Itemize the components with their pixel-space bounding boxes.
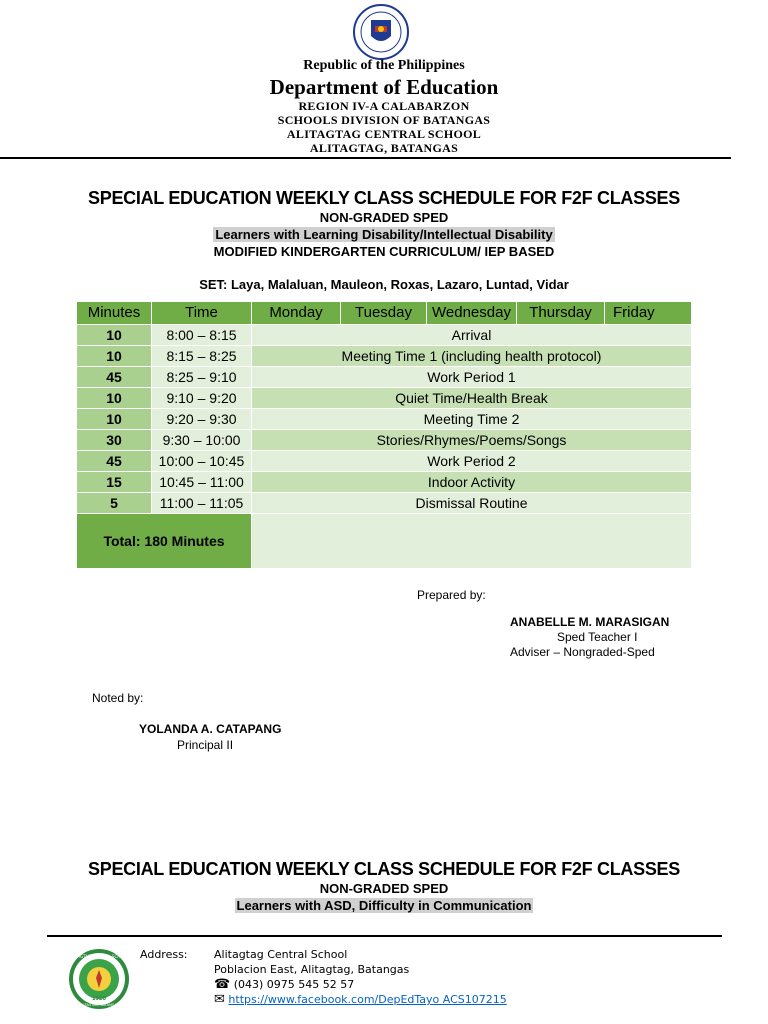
time-cell: 9:10 – 9:20 bbox=[152, 388, 252, 409]
table-row bbox=[77, 346, 692, 367]
school-seal-icon bbox=[68, 948, 130, 1010]
column-header-minutes: Minutes bbox=[77, 302, 152, 325]
phone-icon: ☎ bbox=[214, 977, 231, 992]
preparer-name: ANABELLE M. MARASIGAN bbox=[510, 615, 670, 629]
activity-cell: Arrival bbox=[252, 325, 692, 346]
column-header-friday: Friday bbox=[605, 302, 692, 325]
minutes-cell: 45 bbox=[77, 367, 152, 388]
schedule2-learners-highlight: Learners with ASD, Difficulty in Communication bbox=[236, 898, 532, 913]
minutes-cell: 10 bbox=[77, 325, 152, 346]
total-row bbox=[77, 514, 692, 569]
set-line: SET: Laya, Malaluan, Mauleon, Roxas, Lazaro, Luntad, Vidar bbox=[199, 277, 569, 292]
address-label: Address: bbox=[140, 948, 188, 961]
column-header-thursday: Thursday bbox=[517, 302, 605, 325]
url-line bbox=[214, 992, 534, 1007]
activity-cell: Indoor Activity bbox=[252, 472, 692, 493]
minutes-cell: 10 bbox=[77, 346, 152, 367]
header-school: ALITAGTAG CENTRAL SCHOOL bbox=[286, 127, 482, 141]
header-location: ALITAGTAG, BATANGAS bbox=[309, 141, 459, 155]
minutes-cell: 10 bbox=[77, 388, 152, 409]
column-header-time: Time bbox=[152, 302, 252, 325]
minutes-cell: 30 bbox=[77, 430, 152, 451]
schedule2-title: SPECIAL EDUCATION WEEKLY CLASS SCHEDULE FOR F2F CLASSES bbox=[88, 859, 680, 879]
time-cell: 9:20 – 9:30 bbox=[152, 409, 252, 430]
seal-subtext: ALITAGTAG, BATANGAS bbox=[78, 1003, 120, 1007]
time-cell: 10:45 – 11:00 bbox=[152, 472, 252, 493]
activity-cell: Meeting Time 1 (including health protocol) bbox=[252, 346, 692, 367]
address-line1: Alitagtag Central School bbox=[214, 948, 348, 961]
table-row bbox=[77, 430, 692, 451]
header-divider bbox=[0, 157, 731, 159]
minutes-cell: 45 bbox=[77, 451, 152, 472]
total-empty-cell bbox=[252, 514, 692, 569]
schedule-title: SPECIAL EDUCATION WEEKLY CLASS SCHEDULE FOR F2F CLASSES bbox=[88, 188, 680, 208]
footer-divider bbox=[47, 935, 722, 937]
minutes-cell: 10 bbox=[77, 409, 152, 430]
column-header-monday: Monday bbox=[252, 302, 341, 325]
preparer-role: Adviser – Nongraded-Sped bbox=[510, 645, 655, 659]
header-republic: Republic of the Philippines bbox=[303, 58, 465, 73]
table-row bbox=[77, 451, 692, 472]
time-cell: 8:25 – 9:10 bbox=[152, 367, 252, 388]
curriculum-line: MODIFIED KINDERGARTEN CURRICULUM/ IEP BASED bbox=[213, 244, 555, 259]
column-header-wednesday: Wednesday bbox=[427, 302, 517, 325]
time-cell: 8:15 – 8:25 bbox=[152, 346, 252, 367]
deped-seal-icon bbox=[353, 4, 409, 60]
table-row bbox=[77, 472, 692, 493]
activity-cell: Work Period 1 bbox=[252, 367, 692, 388]
total-minutes: Total: 180 Minutes bbox=[77, 514, 252, 569]
table-row bbox=[77, 388, 692, 409]
facebook-link[interactable]: https://www.facebook.com/DepEdTayo ACS107215 bbox=[228, 993, 507, 1006]
activity-cell: Stories/Rhymes/Poems/Songs bbox=[252, 430, 692, 451]
header-division: SCHOOLS DIVISION OF BATANGAS bbox=[277, 113, 491, 127]
header-department: Department of Education bbox=[269, 75, 499, 99]
schedule2-subtitle: NON-GRADED SPED bbox=[319, 881, 449, 896]
table-header-row bbox=[77, 302, 692, 325]
time-cell: 9:30 – 10:00 bbox=[152, 430, 252, 451]
noter-title: Principal II bbox=[177, 738, 234, 752]
activity-cell: Dismissal Routine bbox=[252, 493, 692, 514]
time-cell: 8:00 – 8:15 bbox=[152, 325, 252, 346]
time-cell: 10:00 – 10:45 bbox=[152, 451, 252, 472]
schedule-table bbox=[76, 301, 692, 569]
address-line2: Poblacion East, Alitagtag, Batangas bbox=[214, 963, 410, 976]
header-region: REGION IV-A CALABARZON bbox=[298, 99, 470, 113]
noter-name: YOLANDA A. CATAPANG bbox=[139, 722, 282, 736]
schedule-subtitle: NON-GRADED SPED bbox=[319, 210, 449, 225]
table-row bbox=[77, 409, 692, 430]
phone-number: (043) 0975 545 52 57 bbox=[233, 978, 355, 991]
time-cell: 11:00 – 11:05 bbox=[152, 493, 252, 514]
table-row bbox=[77, 367, 692, 388]
minutes-cell: 5 bbox=[77, 493, 152, 514]
noted-by-label: Noted by: bbox=[92, 691, 144, 705]
column-header-tuesday: Tuesday bbox=[341, 302, 427, 325]
table-row bbox=[77, 493, 692, 514]
prepared-by-label: Prepared by: bbox=[417, 588, 486, 602]
seal-text: ALITAGTAG CENTRAL SCHOOL bbox=[69, 954, 129, 959]
minutes-cell: 15 bbox=[77, 472, 152, 493]
learners-highlight: Learners with Learning Disability/Intellectual Disability bbox=[215, 227, 553, 242]
envelope-icon: ✉ bbox=[214, 992, 225, 1007]
table-row bbox=[77, 325, 692, 346]
phone-line bbox=[214, 977, 514, 992]
seal-year: 1920 bbox=[92, 996, 106, 1002]
activity-cell: Work Period 2 bbox=[252, 451, 692, 472]
activity-cell: Meeting Time 2 bbox=[252, 409, 692, 430]
activity-cell: Quiet Time/Health Break bbox=[252, 388, 692, 409]
preparer-title: Sped Teacher I bbox=[557, 630, 638, 644]
